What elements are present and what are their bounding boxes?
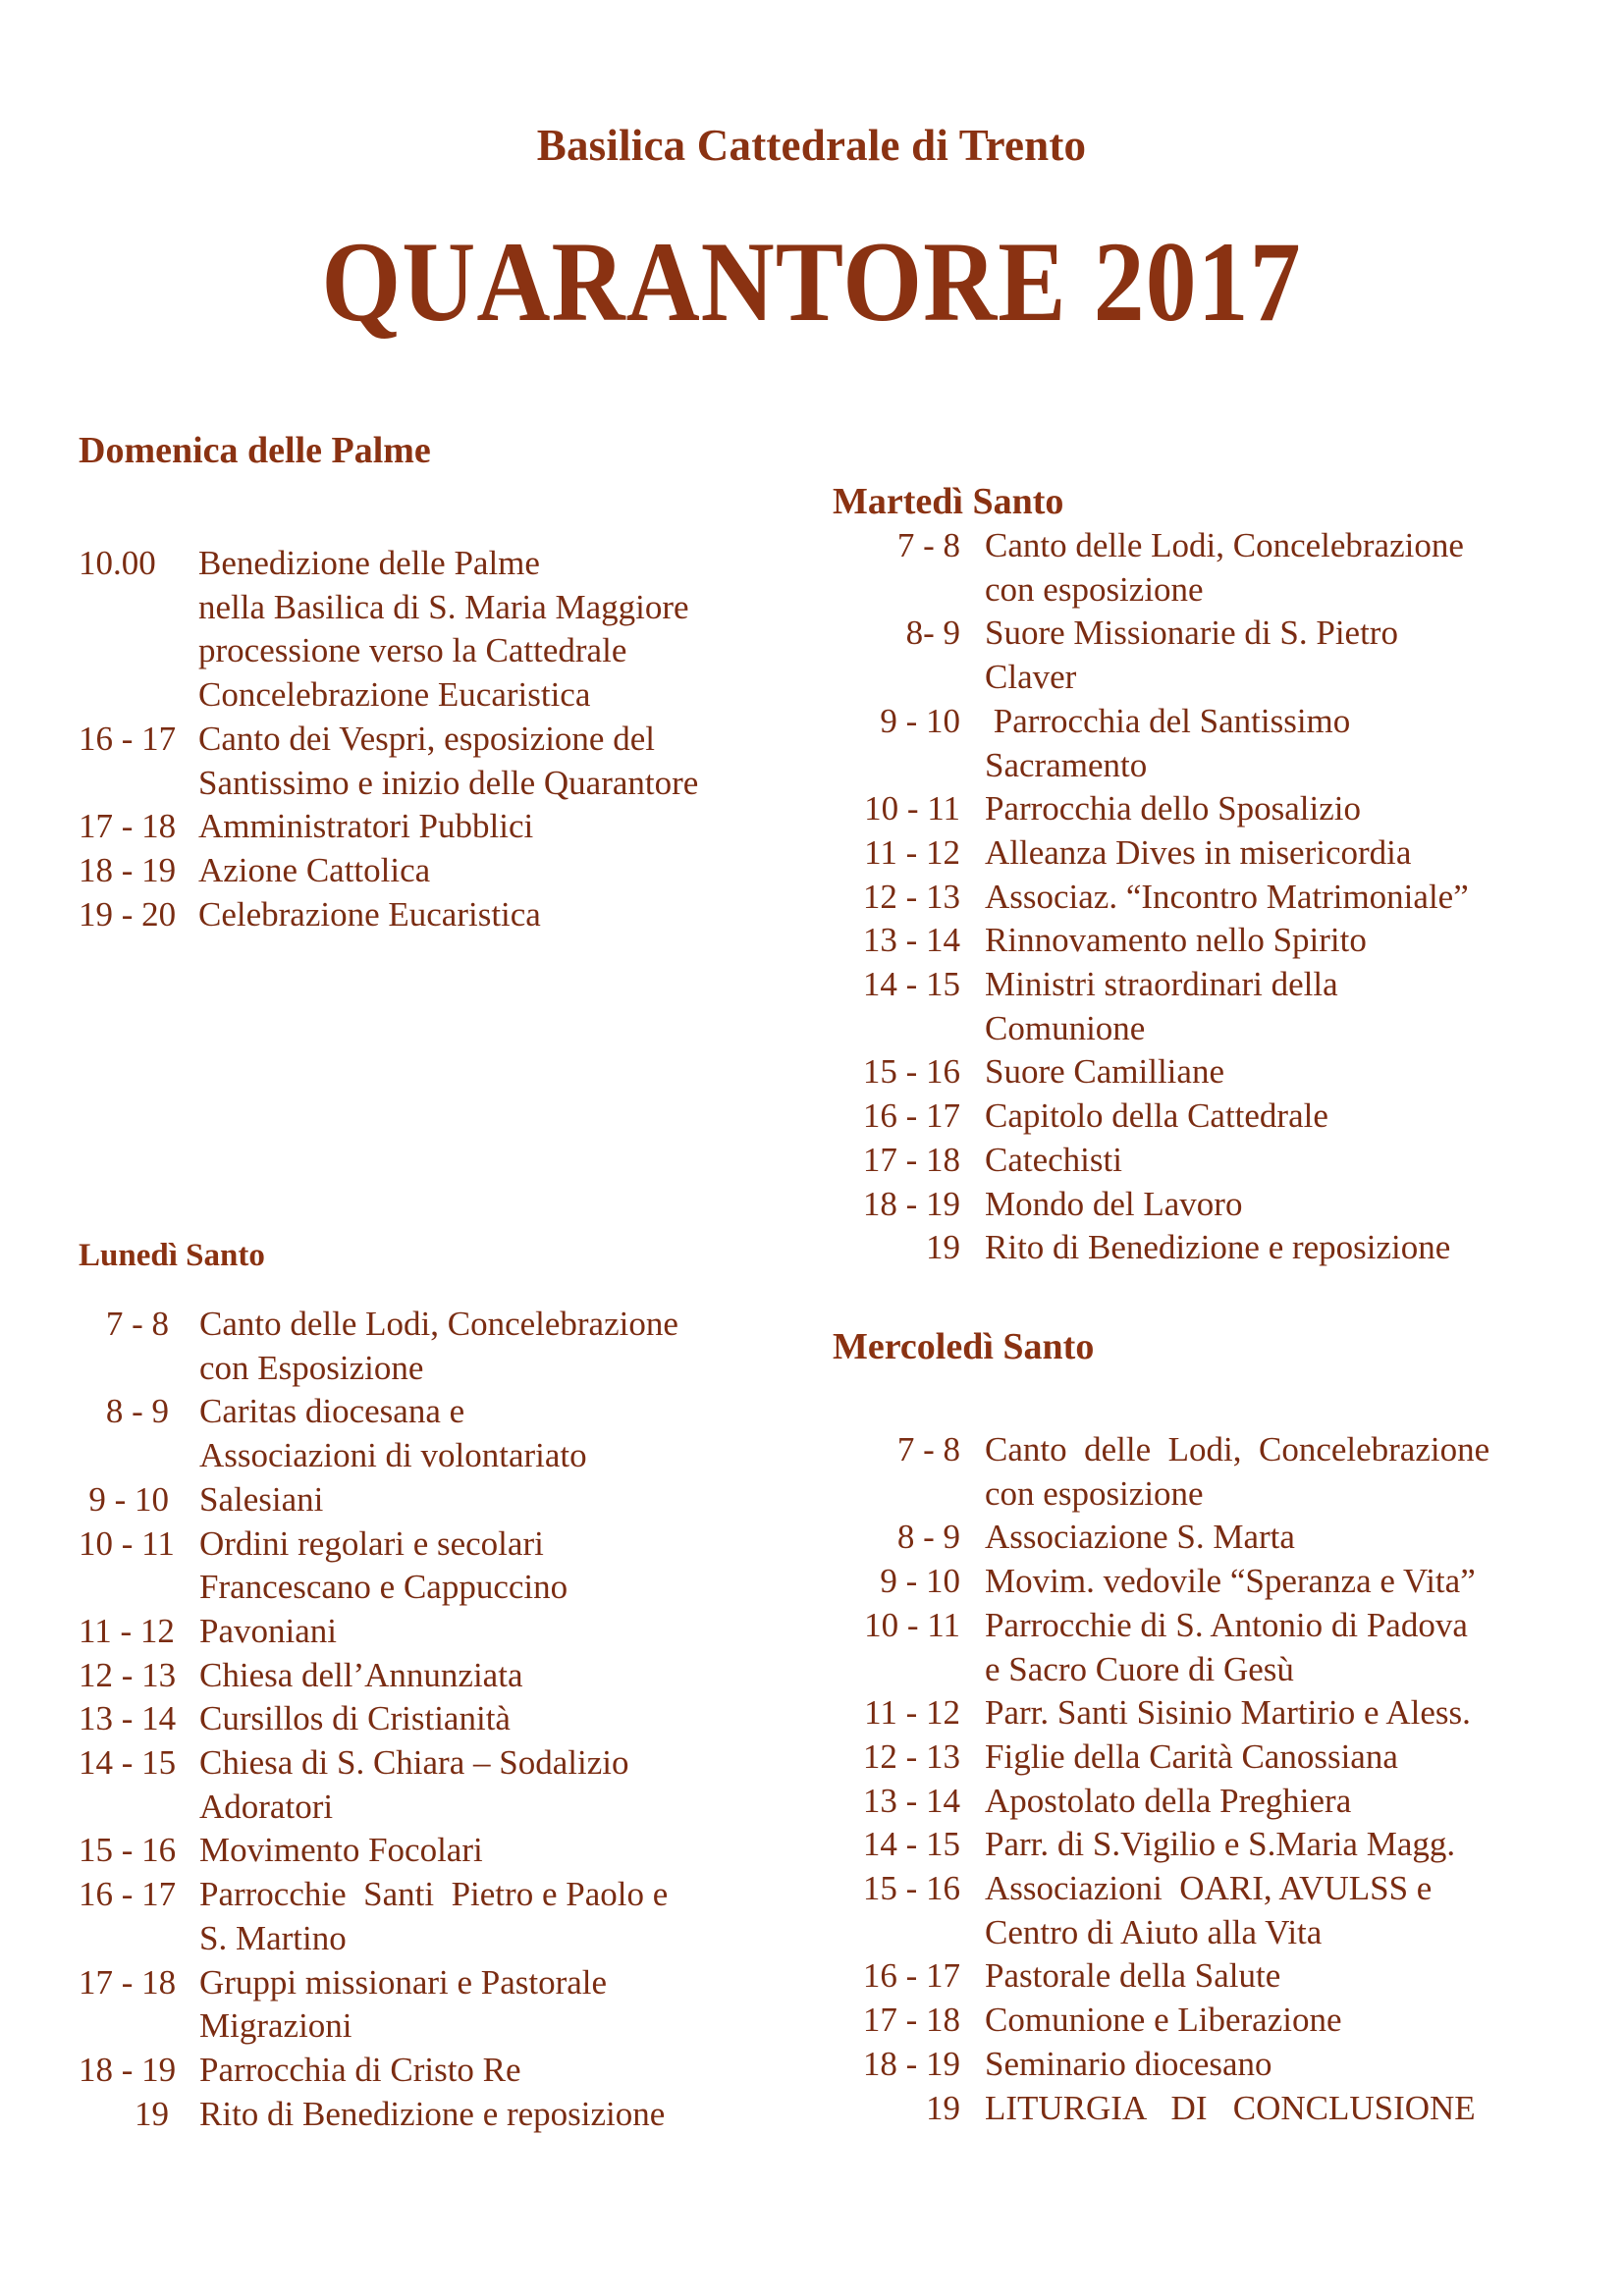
description-line: nella Basilica di S. Maria Maggiore (198, 587, 689, 626)
description-line: con esposizione (985, 1473, 1204, 1513)
description-line: con Esposizione (199, 1348, 424, 1387)
activity-description (199, 1697, 511, 1741)
time-slot: 13 - 14 (862, 921, 960, 960)
time-slot: 13 - 14 (862, 1781, 960, 1820)
time-slot: 7 - 8 (896, 1430, 960, 1468)
description-line: Rinnovamento nello Spirito (985, 921, 1367, 960)
schedule-row (833, 1954, 1489, 1999)
schedule-row (833, 1735, 1489, 1780)
schedule-row (833, 1226, 1469, 1270)
schedule-row (833, 1139, 1469, 1183)
time-slot: 15 - 16 (862, 1052, 960, 1092)
description-line: Movimento Focolari (199, 1831, 483, 1870)
activity-description (199, 2093, 665, 2137)
schedule-row (833, 787, 1469, 831)
section-heading: Mercoledì Santo (833, 1326, 1095, 1367)
activity-description (199, 1741, 628, 1829)
schedule-row (79, 849, 698, 893)
time-slot: 10 - 11 (864, 1605, 960, 1644)
description-line: Centro di Aiuto alla Vita (985, 1912, 1323, 1951)
activity-description (985, 1823, 1455, 1867)
activity-description (985, 1604, 1468, 1691)
schedule-list (833, 1428, 1489, 2130)
time-slot: 10 - 11 (79, 1523, 175, 1563)
time-slot: 16 - 17 (862, 1956, 960, 1996)
activity-description (985, 1780, 1351, 1824)
schedule-row (833, 1823, 1489, 1867)
activity-description (198, 718, 698, 805)
schedule-row (833, 1867, 1489, 1954)
activity-description (985, 1867, 1432, 1954)
time-slot: 8 - 9 (896, 1518, 960, 1557)
activity-description (199, 1654, 522, 1698)
description-line: Suore Missionarie di S. Pietro (985, 614, 1398, 653)
schedule-row (79, 1873, 678, 1960)
activity-description (985, 1691, 1471, 1735)
schedule-row (833, 524, 1469, 612)
time-slot: 19 (135, 2094, 169, 2133)
time-slot: 10 - 11 (864, 789, 960, 828)
description-line: Adoratori (199, 1787, 334, 1826)
time-slot: 18 - 19 (79, 2050, 177, 2089)
description-line: processione verso la Cattedrale (198, 631, 627, 670)
schedule-row (79, 1390, 678, 1477)
schedule-row (79, 1478, 678, 1522)
description-line: Capitolo della Cattedrale (985, 1096, 1328, 1136)
activity-description (985, 700, 1350, 787)
activity-description (199, 1390, 587, 1477)
description-line: Claver (985, 658, 1077, 697)
schedule-row (79, 1303, 678, 1390)
activity-description (985, 1954, 1280, 1999)
description-line: Catechisti (985, 1140, 1122, 1179)
time-slot: 14 - 15 (79, 1743, 177, 1783)
schedule-row (79, 805, 698, 849)
description-line: Canto delle Lodi, Concelebrazione (985, 526, 1464, 564)
time-slot: 19 (926, 2088, 960, 2127)
activity-description (199, 1873, 668, 1960)
schedule-row (833, 700, 1469, 787)
schedule-row (833, 1604, 1489, 1691)
section-martedi-santo (833, 480, 1469, 1267)
description-line: Figlie della Carità Canossiana (985, 1736, 1398, 1776)
schedule-row (833, 1095, 1469, 1139)
schedule-row (833, 831, 1469, 876)
schedule-row (79, 1741, 678, 1829)
time-slot: 18 - 19 (79, 850, 177, 889)
section-lunedi-santo (79, 1234, 678, 2133)
description-line: Ordini regolari e secolari (199, 1523, 544, 1563)
schedule-row (833, 1560, 1489, 1604)
activity-description (985, 2087, 1476, 2131)
time-slot: 9 - 10 (880, 701, 960, 740)
description-line: Celebrazione Eucaristica (198, 894, 541, 934)
description-line: Parr. di S.Vigilio e S.Maria Magg. (985, 1825, 1456, 1864)
description-line: Chiesa di S. Chiara – Sodalizio (199, 1743, 629, 1783)
activity-description (198, 542, 689, 718)
description-line: Associaz. “Incontro Matrimoniale” (985, 877, 1469, 916)
activity-description (985, 876, 1469, 920)
description-line: Francescano e Cappuccino (199, 1568, 568, 1607)
schedule-row (79, 1829, 678, 1873)
activity-description (198, 893, 541, 937)
activity-description (985, 919, 1367, 963)
time-slot: 17 - 18 (79, 807, 177, 846)
activity-description (985, 1226, 1450, 1270)
schedule-row (833, 1516, 1489, 1560)
description-line: Ministri straordinari della (985, 965, 1338, 1004)
time-slot: 14 - 15 (862, 965, 960, 1004)
section-heading: Martedì Santo (833, 481, 1064, 522)
description-line: Cursillos di Cristianità (199, 1699, 511, 1738)
description-line: Parr. Santi Sisinio Martirio e Aless. (985, 1693, 1471, 1733)
activity-description (985, 1999, 1341, 2043)
schedule-row (833, 1050, 1469, 1095)
description-line: Associazioni di volontariato (199, 1436, 587, 1475)
description-line: Parrocchie Santi Pietro e Paolo e (199, 1875, 669, 1914)
activity-description (985, 524, 1464, 612)
description-line: Benedizione delle Palme (198, 544, 540, 582)
description-line: Gruppi missionari e Pastorale (199, 1962, 608, 2002)
activity-description (985, 1050, 1224, 1095)
schedule-list (833, 524, 1469, 1270)
description-line: Movim. vedovile “Speranza e Vita” (985, 1562, 1476, 1601)
description-line: Pavoniani (199, 1611, 337, 1650)
schedule-row (79, 542, 698, 718)
activity-description (199, 1610, 337, 1654)
description-line: Suore Camilliane (985, 1052, 1224, 1092)
description-line: Salesiani (199, 1479, 324, 1519)
activity-description (985, 1139, 1122, 1183)
description-line: Chiesa dell’Annunziata (199, 1655, 523, 1694)
time-slot: 10.00 (79, 544, 156, 582)
description-line: Parrocchia di Cristo Re (199, 2050, 521, 2089)
time-slot: 18 - 19 (862, 1184, 960, 1223)
description-line: Amministratori Pubblici (198, 807, 534, 846)
time-slot: 9 - 10 (880, 1562, 960, 1601)
schedule-row (833, 1999, 1489, 2043)
description-line: Concelebrazione Eucaristica (198, 675, 591, 715)
description-line: S. Martino (199, 1918, 347, 1957)
schedule-row (79, 718, 698, 805)
section-mercoledi-santo (833, 1325, 1490, 2127)
time-slot: 16 - 17 (79, 1875, 177, 1914)
church-name: Basilica Cattedrale di Trento (536, 121, 1087, 170)
description-line: Comunione e Liberazione (985, 2001, 1342, 2040)
activity-description (985, 1735, 1398, 1780)
schedule-row (79, 1697, 678, 1741)
activity-description (198, 805, 533, 849)
time-slot: 8 - 9 (105, 1392, 169, 1431)
section-heading: Lunedì Santo (79, 1238, 265, 1273)
schedule-row (833, 919, 1469, 963)
description-line: Azione Cattolica (198, 850, 431, 889)
description-line: Mondo del Lavoro (985, 1184, 1243, 1223)
description-line: Apostolato della Preghiera (985, 1781, 1352, 1820)
activity-description (985, 963, 1338, 1050)
schedule-row (833, 963, 1469, 1050)
activity-description (199, 1478, 323, 1522)
description-line: LITURGIA DI CONCLUSIONE (985, 2088, 1476, 2127)
schedule-row (79, 1610, 678, 1654)
schedule-row (833, 876, 1469, 920)
time-slot: 7 - 8 (896, 526, 960, 564)
schedule-row (833, 1428, 1489, 1516)
time-slot: 9 - 10 (88, 1479, 169, 1519)
description-line: Alleanza Dives in misericordia (985, 832, 1412, 872)
activity-description (985, 831, 1411, 876)
description-line: Canto delle Lodi, Concelebrazione (199, 1305, 678, 1343)
section-heading: Domenica delle Palme (79, 430, 431, 471)
schedule-row (833, 612, 1469, 699)
schedule-row (79, 1522, 678, 1610)
schedule-row (79, 1961, 678, 2049)
time-slot: 17 - 18 (79, 1962, 177, 2002)
schedule-list (79, 1303, 678, 2136)
schedule-row (79, 2049, 678, 2093)
time-slot: 17 - 18 (862, 1140, 960, 1179)
schedule-list (79, 542, 698, 936)
time-slot: 16 - 17 (862, 1096, 960, 1136)
description-line: Associazioni OARI, AVULSS e (985, 1869, 1433, 1908)
activity-description (985, 1183, 1242, 1227)
activity-description (199, 1961, 607, 2049)
activity-description (199, 2049, 521, 2093)
activity-description (199, 1522, 568, 1610)
time-slot: 19 (926, 1228, 960, 1267)
description-line: Parrocchia dello Sposalizio (985, 789, 1361, 828)
activity-description (198, 849, 430, 893)
description-line: Associazione S. Marta (985, 1518, 1295, 1557)
description-line: Parrocchia del Santissimo (985, 701, 1351, 740)
time-slot: 16 - 17 (79, 719, 177, 758)
schedule-row (79, 1654, 678, 1698)
activity-description (985, 2043, 1272, 2087)
schedule-row (79, 893, 698, 937)
time-slot: 15 - 16 (79, 1831, 177, 1870)
activity-description (199, 1829, 483, 1873)
time-slot: 19 - 20 (79, 894, 177, 934)
description-line: Pastorale della Salute (985, 1956, 1281, 1996)
time-slot: 12 - 13 (79, 1655, 177, 1694)
schedule-row (833, 2043, 1489, 2087)
description-line: Caritas diocesana e (199, 1392, 465, 1431)
activity-description (985, 1560, 1476, 1604)
activity-description (199, 1303, 678, 1390)
time-slot: 11 - 12 (864, 832, 960, 872)
time-slot: 12 - 13 (862, 1736, 960, 1776)
description-line: Rito di Benedizione e reposizione (199, 2094, 666, 2133)
activity-description (985, 1095, 1328, 1139)
schedule-row (833, 1691, 1489, 1735)
activity-description (985, 1428, 1489, 1516)
activity-description (985, 612, 1398, 699)
schedule-row (79, 2093, 678, 2137)
description-line: Comunione (985, 1008, 1146, 1047)
description-line: Seminario diocesano (985, 2044, 1272, 2083)
description-line: Canto dei Vespri, esposizione del (198, 719, 655, 758)
activity-description (985, 1516, 1295, 1560)
description-line: Rito di Benedizione e reposizione (985, 1228, 1451, 1267)
section-domenica-delle-palme (79, 429, 699, 934)
page-title: QUARANTORE 2017 (321, 219, 1302, 346)
description-line: Migrazioni (199, 2006, 352, 2046)
schedule-row (833, 1780, 1489, 1824)
time-slot: 11 - 12 (79, 1611, 175, 1650)
description-line: Santissimo e inizio delle Quarantore (198, 763, 699, 802)
time-slot: 12 - 13 (862, 877, 960, 916)
time-slot: 8- 9 (905, 614, 960, 653)
schedule-row (833, 2087, 1489, 2131)
description-line: Canto delle Lodi, Concelebrazione (985, 1430, 1490, 1468)
time-slot: 15 - 16 (862, 1869, 960, 1908)
description-line: con esposizione (985, 569, 1204, 609)
time-slot: 11 - 12 (864, 1693, 960, 1733)
activity-description (985, 787, 1361, 831)
time-slot: 14 - 15 (862, 1825, 960, 1864)
description-line: Parrocchie di S. Antonio di Padova (985, 1605, 1468, 1644)
time-slot: 7 - 8 (105, 1305, 169, 1343)
time-slot: 17 - 18 (862, 2001, 960, 2040)
description-line: e Sacro Cuore di Gesù (985, 1649, 1294, 1688)
schedule-row (833, 1183, 1469, 1227)
time-slot: 18 - 19 (862, 2044, 960, 2083)
time-slot: 13 - 14 (79, 1699, 177, 1738)
description-line: Sacramento (985, 745, 1148, 784)
